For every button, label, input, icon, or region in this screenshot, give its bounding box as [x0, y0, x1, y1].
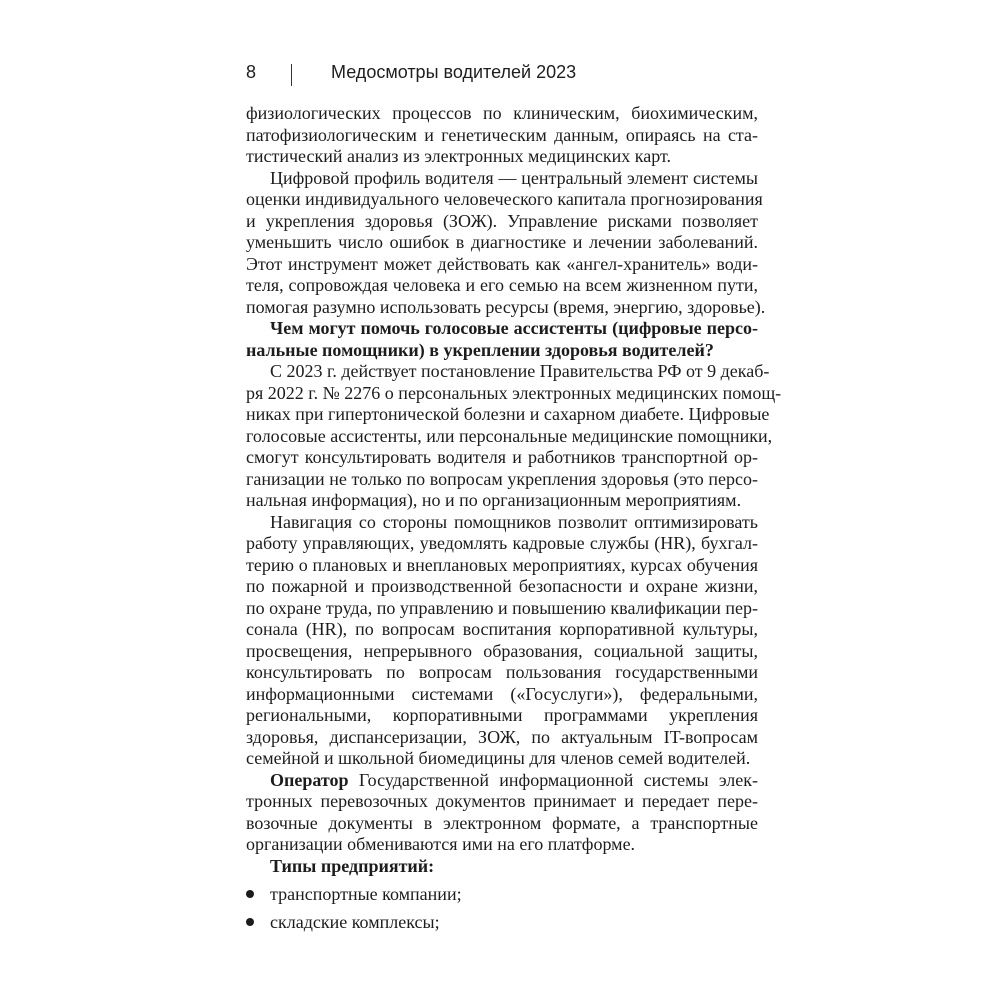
text-line: терию о плановых и внеплановых мероприятиях, курсах обучения — [246, 554, 758, 575]
text-line: Цифровой профиль водителя — центральный элемент системы — [270, 167, 758, 188]
text-line: возочные документы в электронном формате, а транспортные — [246, 812, 758, 833]
text-line: просвещения, непрерывного образования, социальной защиты, — [246, 640, 758, 661]
page-number: 8 — [246, 62, 257, 82]
text-line: теля, сопровождая человека и его семью на всем жизненном пути, — [246, 275, 758, 295]
text-line: сонала (HR), по вопросам воспитания корпоративной культуры, — [246, 619, 758, 639]
text-line: ря 2022 г. № 2276 о персональных электронных медицинских помощ- — [246, 382, 782, 403]
body-text — [246, 103, 782, 877]
text-line — [246, 770, 758, 792]
page-header — [246, 62, 766, 90]
text-line-rest: Государственной информационной системы элек- — [348, 769, 758, 790]
text-line: информационными системами («Госуслуги»), федеральными, — [246, 683, 758, 704]
question-heading-line: нальные помощники) в укреплении здоровья водителей? — [246, 339, 714, 360]
list-item — [246, 908, 758, 936]
text-line: патофизиологическим и генетическим данным, опираясь на ста- — [246, 124, 758, 145]
text-line: здоровья, диспансеризации, ЗОЖ, по актуальным IT-вопросам — [246, 726, 758, 747]
text-line: тронных перевозочных документов принимает и передает пере- — [246, 791, 758, 811]
text-line: по охране труда, по управлению и повышению квалификации пер- — [246, 597, 758, 618]
list-item-text: транспортные компании; — [270, 884, 462, 904]
text-line: физиологических процессов по клиническим, биохимическим, — [246, 103, 758, 123]
text-line: уменьшить число ошибок в диагностике и лечении заболеваний. — [246, 232, 758, 252]
text-line: организации обмениваются ими на его платформе. — [246, 834, 636, 854]
text-line: голосовые ассистенты, или персональные медицинские помощники, — [246, 425, 773, 446]
bullet-icon — [246, 918, 254, 926]
text-line: нальная информация), но и по организационным мероприятиям. — [246, 490, 742, 510]
header-divider — [291, 64, 292, 86]
text-line: консультировать по вопросам пользования государственными — [246, 662, 758, 682]
text-line: ганизации не только по вопросам укрепления здоровья (это персо- — [246, 468, 758, 489]
text-line: никах при гипертонической болезни и сахарном диабете. Цифровые — [246, 404, 770, 424]
running-title: Медосмотры водителей 2023 — [331, 62, 577, 82]
text-line: помогая разумно использовать ресурсы (время, энергию, здоровье). — [246, 296, 766, 317]
text-line: и укрепления здоровья (ЗОЖ). Управление рисками позволяет — [246, 210, 758, 231]
text-line: работу управляющих, уведомлять кадровые службы (HR), бухгал- — [246, 533, 758, 553]
text-line: Навигация со стороны помощников позволит оптимизировать — [270, 511, 758, 532]
text-line: региональными, корпоративными программами укрепления — [246, 705, 758, 725]
list-item-text: складские комплексы; — [270, 912, 440, 932]
text-line: С 2023 г. действует постановление Правительства РФ от 9 декаб- — [270, 361, 770, 381]
text-line: семейной и школьной биомедицины для членов семей водителей. — [246, 748, 751, 768]
operator-term: Оператор — [270, 769, 349, 790]
list-item — [246, 880, 758, 908]
bullet-icon — [246, 890, 254, 898]
enterprise-types-list — [246, 880, 758, 936]
question-heading-line: Чем могут помочь голосовые ассистенты (цифровые персо- — [270, 318, 758, 338]
text-line: Этот инструмент может действовать как «ангел-хранитель» води- — [246, 253, 758, 274]
text-line: тистический анализ из электронных медицинских карт. — [246, 146, 671, 166]
text-line: оценки индивидуального человеческого капитала прогнозирования — [246, 189, 763, 209]
list-heading: Типы предприятий: — [270, 855, 435, 876]
text-line: по пожарной и производственной безопасности и охране жизни, — [246, 576, 758, 596]
text-line: смогут консультировать водителя и работников транспортной ор- — [246, 447, 758, 467]
